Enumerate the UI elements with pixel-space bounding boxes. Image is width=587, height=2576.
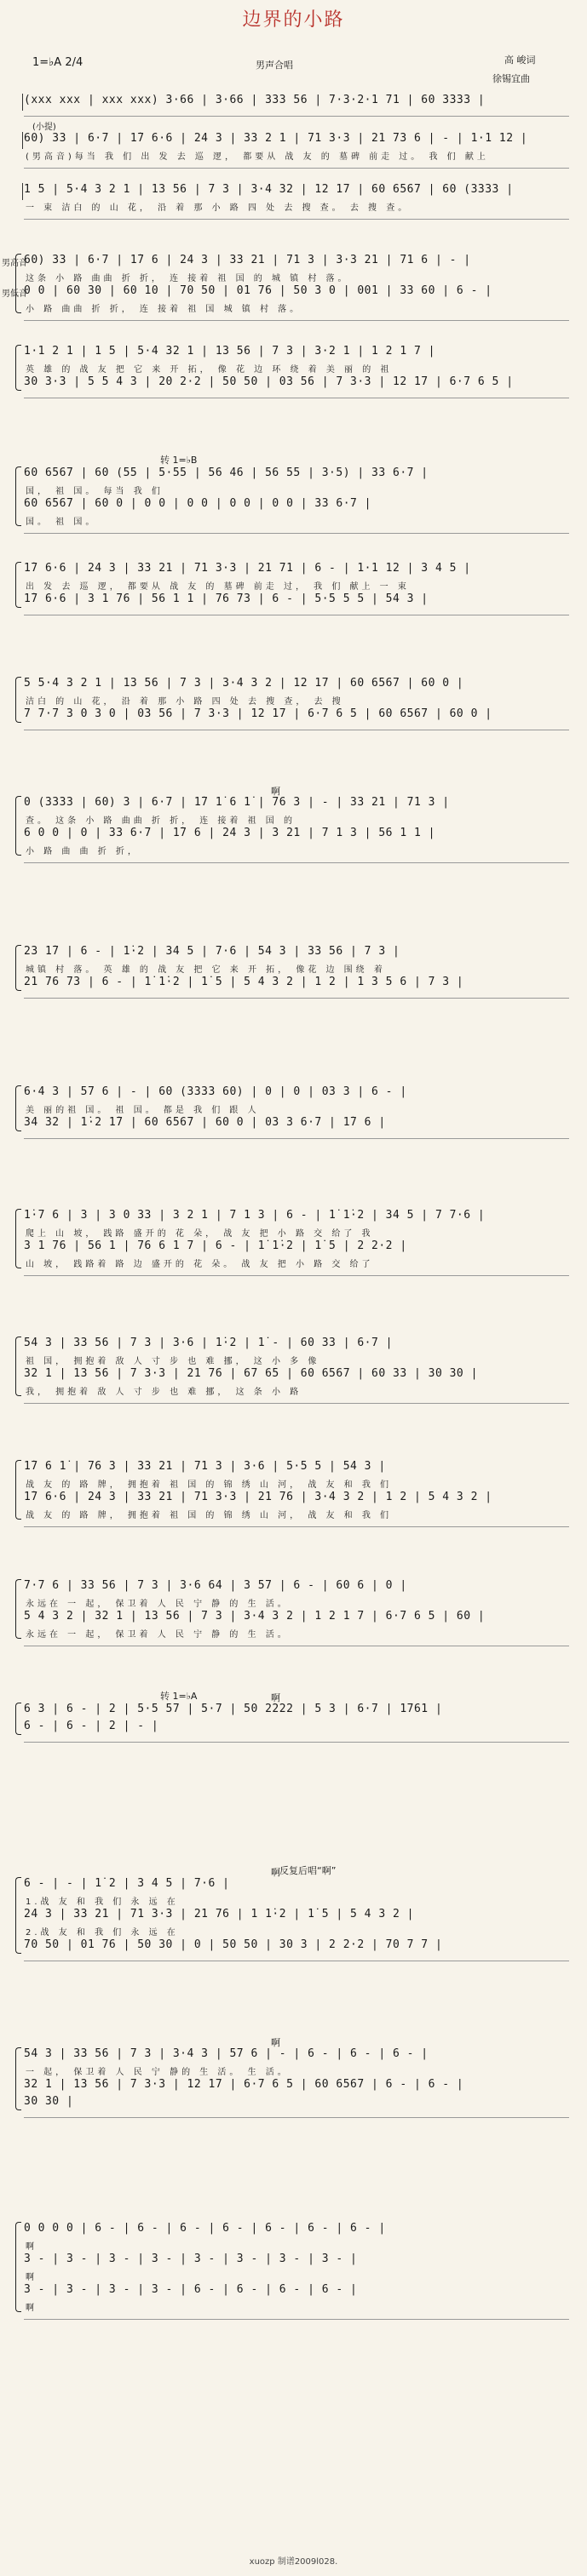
notation-line: 60) 33 | 6·7 | 1̇7 6·6 | 24 3 | 33 2 1 | 71 3·3 | 21 73 6 | - | 1·1 12 |	[24, 132, 528, 145]
system-divider	[24, 116, 569, 117]
composer-credit: 徐锡宜曲	[492, 73, 530, 84]
notation-line: 6 3 | 6 - | 2 | 5·5 57 | 5·7 | 50 2222 | 5 3 | 6·7 | 1761 |	[24, 1703, 443, 1715]
lyric-line: (男高音)每当 我 们 出 发 去 巡 逻， 都要从 战 友 的 墓碑 前走 过。 我 们 献上	[26, 152, 489, 162]
lyric-line: 啊	[26, 2304, 37, 2313]
barline	[22, 132, 23, 149]
score-system	[24, 345, 569, 392]
lyric-line: 战 友 的 路 牌， 拥抱着 祖 国 的 锦 绣 山 河， 战 友 和 我 们	[26, 1480, 393, 1490]
notation-line: 1̇7 6·6 | 24 3 | 33 21 | 71 3·3 | 21 76 | 3·4 3 2 | 1 2 | 5 4 3 2 |	[24, 1491, 492, 1503]
system-bracket	[15, 562, 21, 608]
notation-line: 34 32 | 1̇·2 1̇7 | 60 6567 | 60 0 | 03 3 6·7 | 1̇7 6 |	[24, 1116, 386, 1129]
lyric-line: 2.战 友 和 我 们 永 远 在	[26, 1928, 179, 1938]
chorus-vowel-marking: 啊	[271, 786, 280, 797]
lyric-line: 啊	[26, 2242, 37, 2252]
notation-line: 54 3 | 33 56 | 7 3 | 3·4 3 | 57 6 | - | 6 - | 6 - | 6 - |	[24, 2047, 429, 2060]
lyric-line: 啊	[26, 2273, 37, 2282]
system-divider	[24, 1403, 569, 1404]
system-bracket	[15, 1085, 21, 1131]
system-divider	[24, 1275, 569, 1276]
notation-line: 1 5 | 5·4 3 2 1 | 13 56 | 7 3 | 3·4 32 | 12 17 | 60 6567 | 60 (3333 |	[24, 183, 514, 196]
lyric-line: 祖 国， 拥抱着 敌 人 寸 步 也 难 挪， 这 小 多 像	[26, 1357, 320, 1366]
system-bracket	[15, 2047, 21, 2110]
notation-line: 30 3·3 | 5 5 4 3 | 20 2·2 | 50 50 | 03 56 | 7 3·3 | 12 17 | 6·7 6 5 |	[24, 375, 514, 388]
score-system	[24, 132, 569, 163]
lyric-line: 一 束 洁白 的 山 花， 沿 着 那 小 路 四 处 去 搜 查。 去 搜 查。	[26, 203, 411, 213]
score-system	[24, 562, 569, 610]
lyricist-credit: 高 峻词	[504, 54, 536, 66]
score-system	[24, 94, 569, 111]
notation-line: 30 30 |	[24, 2095, 74, 2108]
chorus-vowel-marking: 啊	[271, 2037, 280, 2048]
score-title: 边界的小路	[242, 9, 345, 31]
notation-line: 1̇7 6·6 | 24 3 | 33 21 | 71 3·3 | 21 71 | 6 - | 1·1 12 | 3 4 5 |	[24, 562, 471, 575]
score-system	[24, 2222, 569, 2314]
system-divider	[24, 1138, 569, 1139]
score-system	[24, 1460, 569, 1521]
notation-line: 60) 33 | 6·7 | 1̇7 6 | 24 3 | 33 21 | 71 3 | 3·3 21 | 71 6 | - |	[24, 254, 471, 266]
notation-line: 1̇7 6·6 | 3 1 76 | 56 1 1 | 76 73 | 6 - | 5·5 5 5 | 54 3 |	[24, 592, 429, 605]
lyric-line: 美 丽的祖 国。 祖 国。 都是 我 们 跟 人	[26, 1106, 260, 1115]
notation-line: 21 76 73 | 6 - | 1̇ 1̇·2 | 1̇ 5 | 5 4 3 2 | 1 2 | 1 3 5 6 | 7 3 |	[24, 976, 464, 988]
notation-line: 6·4 3 | 57 6 | - | 60 (3333 60) | 0 | 0 | 03 3 | 6 - |	[24, 1085, 407, 1098]
notation-line: 24 3 | 33 21 | 71 3·3 | 21 76 | 1 1̇·2 | 1̇ 5 | 5 4 3 2 |	[24, 1908, 414, 1921]
lyric-line: 城镇 村 落。 英 雄 的 战 友 把 它 来 开 拓， 像花 边 围绕 着	[26, 965, 386, 975]
notation-line: 1̇·7 6 | 3 | 3 0 33 | 3 2 1 | 7 1 3 | 6 - | 1̇ 1̇·2 | 34 5 | 7 7·6 |	[24, 1209, 486, 1222]
system-divider	[24, 533, 569, 534]
notation-line: 7·7 6 | 33 56 | 7 3 | 3·6 64 | 3 57 | 6 - | 60 6 | 0 |	[24, 1579, 407, 1592]
lyric-line: 小 路 曲 曲 折 折，	[26, 847, 140, 856]
notation-line: 3 - | 3 - | 3 - | 3 - | 6 - | 6 - | 6 - | 6 - |	[24, 2283, 358, 2296]
notation-line: (xxx xxx | xxx xxx) 3·66 | 3·66 | 333 56 | 7·3·2·1 71 | 60 3333 |	[24, 94, 486, 106]
score-system	[24, 2037, 569, 2112]
notation-line: 0 0 0 0 | 6 - | 6 - | 6 - | 6 - | 6 - | 6 - | 6 - |	[24, 2222, 386, 2235]
notation-line: 60 6567 | 60 0 | 0 0 | 0 0 | 0 0 | 0 0 | 33 6·7 |	[24, 497, 372, 510]
key-signature: 1=♭A 2/4	[32, 56, 83, 69]
modulation-annotation: 转 1=♭B	[160, 455, 198, 466]
score-system	[24, 1865, 569, 1955]
system-bracket	[15, 1579, 21, 1639]
system-bracket	[15, 345, 21, 391]
notation-line: 6 0 0 | 0 | 33 6·7 | 1̇7 6 | 24 3 | 3 21 | 7 1 3 | 56 1 1 |	[24, 827, 435, 839]
score-system	[24, 1337, 569, 1398]
system-divider	[24, 320, 569, 321]
notation-line: 5 5·4 3 2 1 | 13 56 | 7 3 | 3·4 3 2 | 12 17 | 60 6567 | 60 0 |	[24, 677, 464, 690]
score-system	[24, 1579, 569, 1640]
notation-line: 60 6567 | 60 (55 | 5·55 | 56 46 | 56 55 | 3·5) | 33 6·7 |	[24, 467, 429, 479]
lyric-line: 国， 祖 国。 每当 我 们	[26, 487, 164, 496]
notation-line: 70 50 | 01 76 | 50 30 | 0 | 50 50 | 30 3 | 2 2·2 | 70 7 7 |	[24, 1938, 443, 1951]
score-system	[24, 183, 569, 214]
performance-style: 男声合唱	[256, 60, 293, 71]
modulation-annotation: 反复后唱“啊”	[279, 1865, 337, 1876]
system-bracket	[15, 2222, 21, 2312]
system-divider	[24, 219, 569, 220]
notation-line: 1̇7 6 1̇ | 76 3 | 33 21 | 71 3 | 3·6 | 5·5 5 | 54 3 |	[24, 1460, 386, 1473]
score-footer: xuozp 制谱2009l028.	[249, 2557, 338, 2567]
notation-line: 5 4 3 2 | 32 1 | 13 56 | 7 3 | 3·4 3 2 | 1 2 1 7 | 6·7 6 5 | 60 |	[24, 1610, 486, 1623]
lyric-line: 爬上 山 坡， 践路 盛开的 花 朵， 战 友 把 小 路 交 给了 我	[26, 1229, 374, 1239]
notation-line: 3 1 76 | 56 1 | 76 6 1 7 | 6 - | 1̇ 1̇·2 | 1̇ 5 | 2 2·2 |	[24, 1239, 407, 1252]
lyric-line: 查。 这条 小 路 曲曲 折 折， 连 接着 祖 国 的	[26, 816, 296, 826]
system-bracket	[15, 467, 21, 526]
notation-line: 3 - | 3 - | 3 - | 3 - | 3 - | 3 - | 3 - | 3 - |	[24, 2253, 358, 2265]
system-bracket	[15, 1209, 21, 1268]
modulation-annotation: 转 1=♭A	[160, 1691, 198, 1702]
system-bracket	[15, 1337, 21, 1396]
notation-line: 23 1̇7 | 6 - | 1̇·2 | 34 5 | 7·6 | 54 3 | 33 56 | 7 3 |	[24, 945, 400, 958]
barline	[22, 183, 23, 200]
notation-line: 32 1 | 13 56 | 7 3·3 | 12 17 | 6·7 6 5 | 60 6567 | 6 - | 6 - |	[24, 2078, 464, 2091]
score-system	[24, 1085, 569, 1133]
lyric-line: 洁白 的 山 花， 沿 着 那 小 路 四 处 去 搜 查， 去 搜	[26, 697, 344, 707]
lyric-line: 小 路 曲曲 折 折， 连 接着 祖 国 城 镇 村 落。	[26, 305, 302, 314]
system-divider	[24, 1742, 569, 1743]
lyric-line: 出 发 去 巡 逻， 都要从 战 友 的 墓碑 前走 过， 我 们 献上 一 束	[26, 582, 410, 592]
notation-line: 7 7·7 3 0 3 0 | 03 56 | 7 3·3 | 12 17 | 6·7 6 5 | 60 6567 | 60 0 |	[24, 707, 492, 720]
lyric-line: 一 起， 保卫着 人 民 宁 静的 生 活。 生 活。	[26, 2068, 290, 2077]
lyric-line: 英 雄 的 战 友 把 它 来 开 拓， 像 花 边 环 绕 着 美 丽 的 祖	[26, 365, 393, 375]
system-bracket	[15, 796, 21, 856]
system-bracket	[15, 1877, 21, 1954]
notation-line: 32 1 | 13 56 | 7 3·3 | 21 76 | 67 65 | 60 6567 | 60 33 | 30 30 |	[24, 1367, 478, 1380]
notation-line: 1·1 2 1 | 1 5 | 5·4 32 1 | 13 56 | 7 3 | 3·2 1 | 1 2 1 7 |	[24, 345, 435, 358]
notation-line: 0 0 | 60 30 | 60 10 | 70 50 | 01 76 | 50 3 0 | 001 | 33 60 | 6 - |	[24, 284, 492, 297]
system-divider	[24, 2319, 569, 2320]
score-system	[24, 677, 569, 724]
lyric-line: 战 友 的 路 牌， 拥抱着 祖 国 的 锦 绣 山 河， 战 友 和 我 们	[26, 1511, 393, 1520]
score-system	[24, 786, 569, 857]
score-system	[24, 455, 569, 528]
notation-line: 6 - | - | 1̇ 2 | 3 4 5 | 7·6 |	[24, 1877, 230, 1890]
system-divider	[24, 168, 569, 169]
score-system	[24, 1691, 569, 1737]
lyric-line: 山 坡， 践路着 路 边 盛开的 花 朵。 战 友 把 小 路 交 给了	[26, 1260, 374, 1269]
barline	[22, 94, 23, 111]
lyric-line: 这条 小 路 曲曲 折 折， 连 接着 祖 国 的 城 镇 村 落。	[26, 274, 350, 283]
score-system	[24, 1209, 569, 1270]
notation-line: 0 (3333 | 60) 3 | 6·7 | 1̇7 1̇ 6 1̇ | 76 3 | - | 33 21 | 71 3 |	[24, 796, 450, 809]
system-divider	[24, 1526, 569, 1527]
system-divider	[24, 862, 569, 863]
voice-part-label: 男低音	[2, 289, 27, 299]
system-divider	[24, 2117, 569, 2118]
intro-label: (小提)	[32, 123, 56, 132]
system-bracket	[15, 1703, 21, 1735]
notation-line: 54 3 | 33 56 | 7 3 | 3·6 | 1̇·2 | 1̇ - | 60 33 | 6·7 |	[24, 1337, 393, 1349]
system-bracket	[15, 677, 21, 723]
voice-part-label: 男高音	[2, 259, 27, 268]
notation-line: 6 - | 6 - | 2 | - |	[24, 1720, 159, 1732]
chorus-vowel-marking: 啊	[271, 1867, 280, 1878]
score-system	[2, 254, 569, 315]
lyric-line: 永远在 一 起， 保卫着 人 民 宁 静 的 生 活。	[26, 1630, 290, 1640]
lyric-line: 1.战 友 和 我 们 永 远 在	[26, 1898, 179, 1907]
chorus-vowel-marking: 啊	[271, 1692, 280, 1703]
system-divider	[24, 998, 569, 999]
system-bracket	[15, 1460, 21, 1520]
lyric-line: 永远在 一 起， 保卫着 人 民 宁 静 的 生 活。	[26, 1600, 290, 1609]
system-bracket	[15, 945, 21, 991]
lyric-line: 我， 拥抱着 敌 人 寸 步 也 难 挪， 这 条 小 路	[26, 1388, 302, 1397]
score-system	[24, 945, 569, 993]
lyric-line: 国。 祖 国。	[26, 518, 98, 527]
